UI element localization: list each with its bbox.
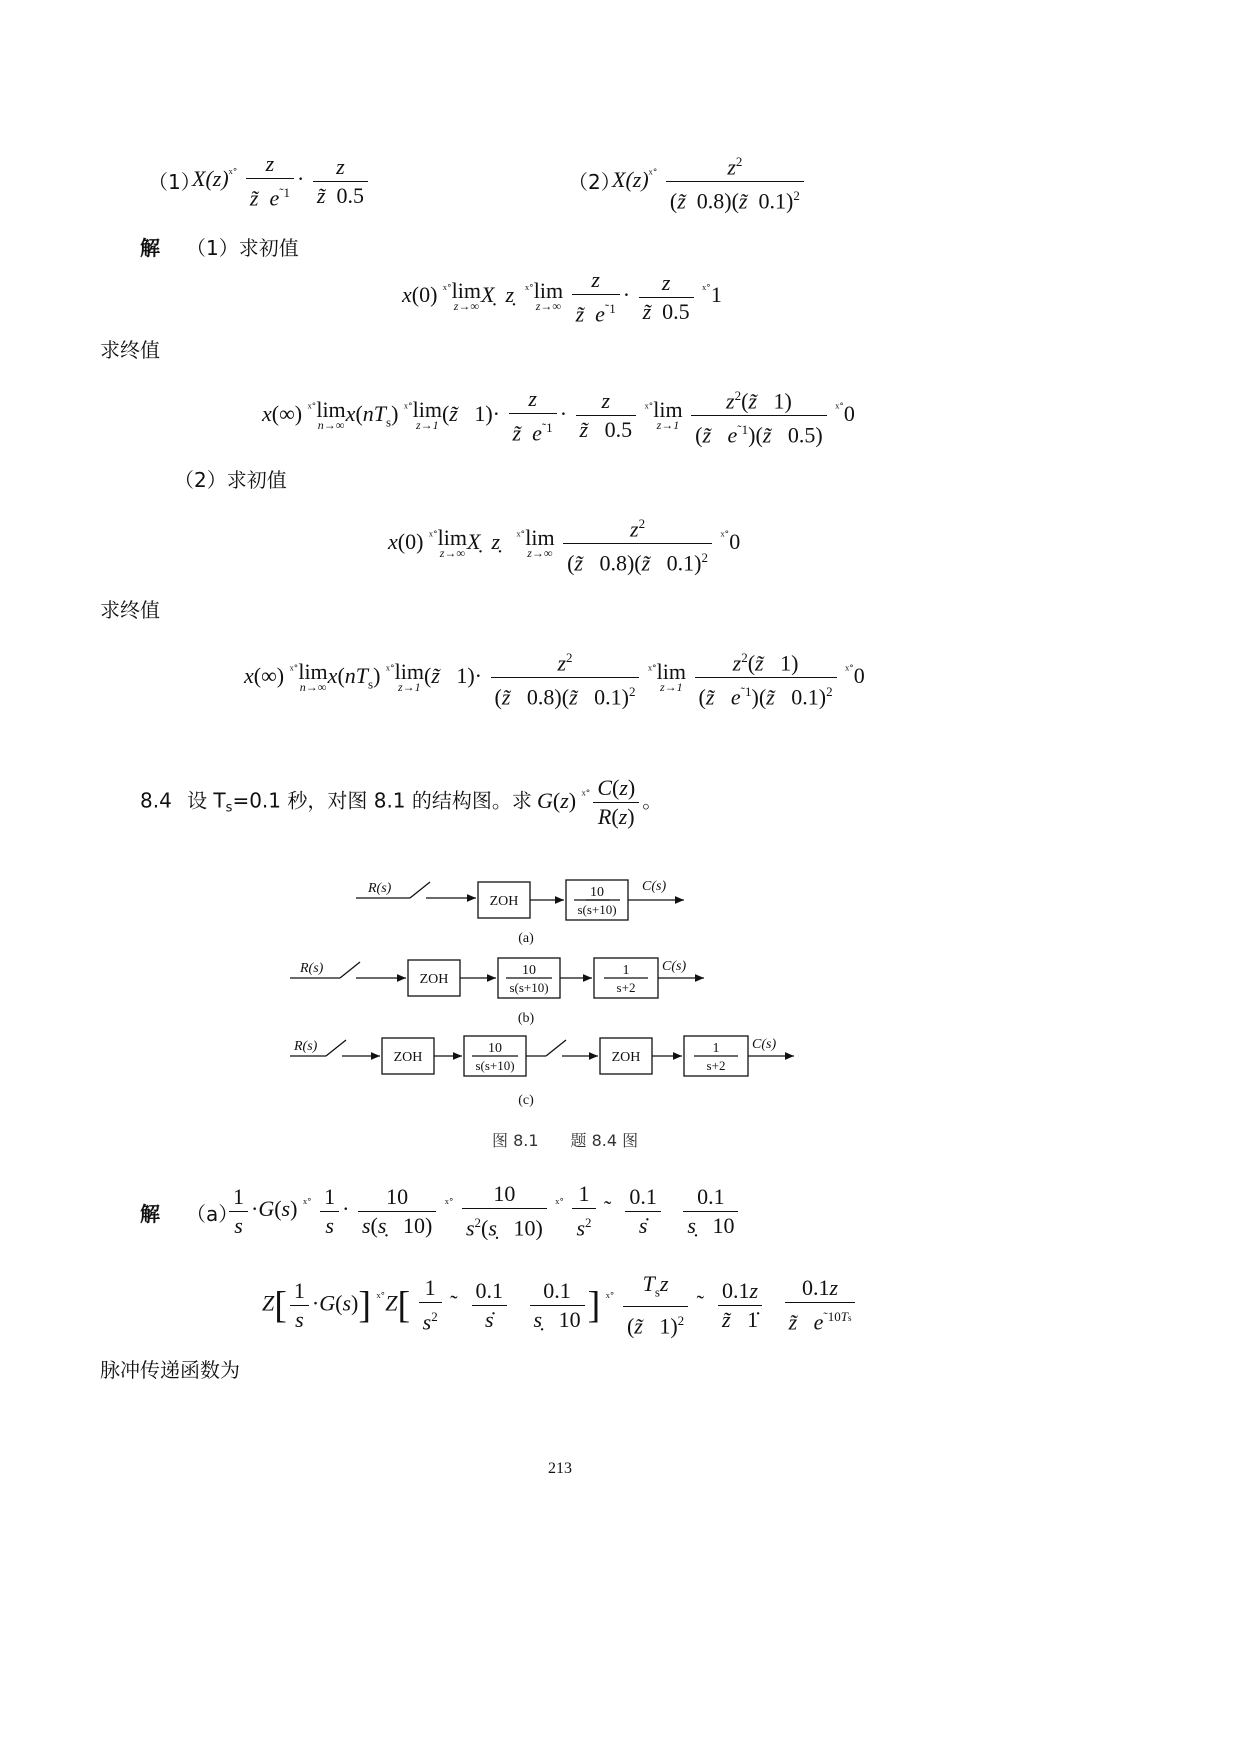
label-b: (b) [517,1011,535,1026]
signal-r-c: R(s) [294,1039,318,1054]
figure-caption: 图 8.1 题 8.4 图 [492,1131,639,1150]
label-c: (c) [518,1093,534,1108]
final-value-eq-1: x(∞) $^{ˣ˚}$lim n→∞ $x(nT_s)$ $^{ˣ˚}$lim z→1 (z̃ 1)· $\frac{z}{z̃ e^{˜1}}$ · $\frac{z}{z̃ 0.5}$ $^{ˣ˚}$lim z→1 $\frac{z^2(z̃ 1)}{(z̃ e^{˜1})(z̃ 0.5)}$ $^{ˣ˚}$0 [262,382,855,450]
page-number: 213 [548,1460,572,1477]
part2-initial-heading: （2）求初值 [174,468,287,492]
answer-eq-1: $\frac{1}{s}$ ·G(s) $^{ˣ˚}$ $\frac{1}{s}$ · $\frac{10}{s(ṣ 10)}$ $^{ˣ˚}$ $\frac{10}{s^2(ṣ 10)}$ $^{ˣ˚}$ $\frac{1}{s^2}$ ˜ $\frac{0.1}{s}$ $\frac{0.1}{ṣ 10}$ [226,1180,741,1242]
final-value-eq-2: x(∞) $^{ˣ˚}$lim n→∞ $x(nT_s)$ $^{ˣ˚}$lim z→1 (z̃ 1)· $\frac{z^2}{(z̃ 0.8)(z̃ 0.1)^2}$ $^{ˣ˚}$lim z→1 $\frac{z^2(z̃ 1)}{(z̃ e^{˜1})(z̃ 0.1)^2}$ $^{ˣ˚}$0 [244,644,865,712]
solution-label: 解 [140,236,160,260]
final-value-heading-1: 求终值 [100,338,160,362]
tf2-den-c: s+2 [706,1058,726,1073]
tf1-den-b: s(s+10) [509,980,549,995]
part1-initial-heading: （1）求初值 [186,236,299,260]
signal-c-b: C(s) [662,959,687,974]
signal-r-b: R(s) [300,961,324,976]
tf1-num-a: 10 [590,885,604,900]
initial-value-eq-1: x(0) $^{ˣ˚}$lim z→∞ X̣ ẓ $^{ˣ˚}$lim z→∞ $\frac{z}{z̃ e^{˜1}}$ · $\frac{z}{z̃ 0.5}$ $^{ˣ˚}$1 [402,267,722,327]
signal-c-a: C(s) [642,879,667,894]
tf1-den-c: s(s+10) [475,1058,515,1073]
zoh-c1: ZOH [393,1050,423,1065]
signal-c-c: C(s) [752,1037,777,1052]
problem-2-label: （2） [568,170,621,194]
tf2-num-b: 1 [622,963,630,978]
label-a: (a) [518,931,534,946]
problem-1-formula: $X(z)^{ˣ˚}$ $\frac{z}{z̃ e^{˜1}}$ · $\frac{z}{z̃ 0.5}$ [192,150,371,212]
problem-1-label: （1） [148,170,201,194]
tf1-den-a: s(s+10) [577,902,617,917]
answer-part-a: （a） [186,1202,239,1226]
question-8-4: 8.4 设 $T_s=0.1$ 秒，对图 8.1 的结构图。求 G(z) $^{ˣ˚}$ $\frac{C(z)}{R(z)}$ 。 [140,775,663,829]
tf2-num-c: 1 [712,1041,720,1056]
zoh-a: ZOH [489,894,519,909]
tf2-den-b: s+2 [616,980,636,995]
zoh-c2: ZOH [611,1050,641,1065]
zoh-b: ZOH [419,972,449,987]
initial-value-eq-2: x(0) $^{ˣ˚}$lim z→∞ X̣ ẓ $^{ˣ˚}$lim z→∞ $\frac{z^2}{(z̃ 0.8)(z̃ 0.1)^2}$ $^{ˣ˚}$0 [388,510,740,578]
answer-label: 解 [140,1202,160,1226]
signal-r-a: R(s) [368,881,392,896]
pulse-tf-heading: 脉冲传递函数为 [100,1358,240,1382]
answer-eq-2: Z[ $\frac{1}{s}$ ·G(s)] $^{ˣ˚}$Z[ $\frac{1}{s^2}$ ˜ $\frac{0.1}{s}$ $\frac{0.1}{ṣ 10}$ ] $^{ˣ˚}$ $\frac{T_sz}{(z̃ 1)^2}$ ˜ $\frac{0.1z}{z̃ 1̇}$ $\frac{0.1z}{z̃ e^{˜10Ts}}$ [262,1270,858,1341]
tf1-num-c: 10 [488,1041,502,1056]
tf1-num-b: 10 [522,963,536,978]
final-value-heading-2: 求终值 [100,598,160,622]
block-diagram-figure [280,866,820,1156]
problem-2-formula: $X(z)^{ˣ˚}$ $\frac{z^2}{(z̃ 0.8)(z̃ 0.1)^2}$ [612,148,807,216]
